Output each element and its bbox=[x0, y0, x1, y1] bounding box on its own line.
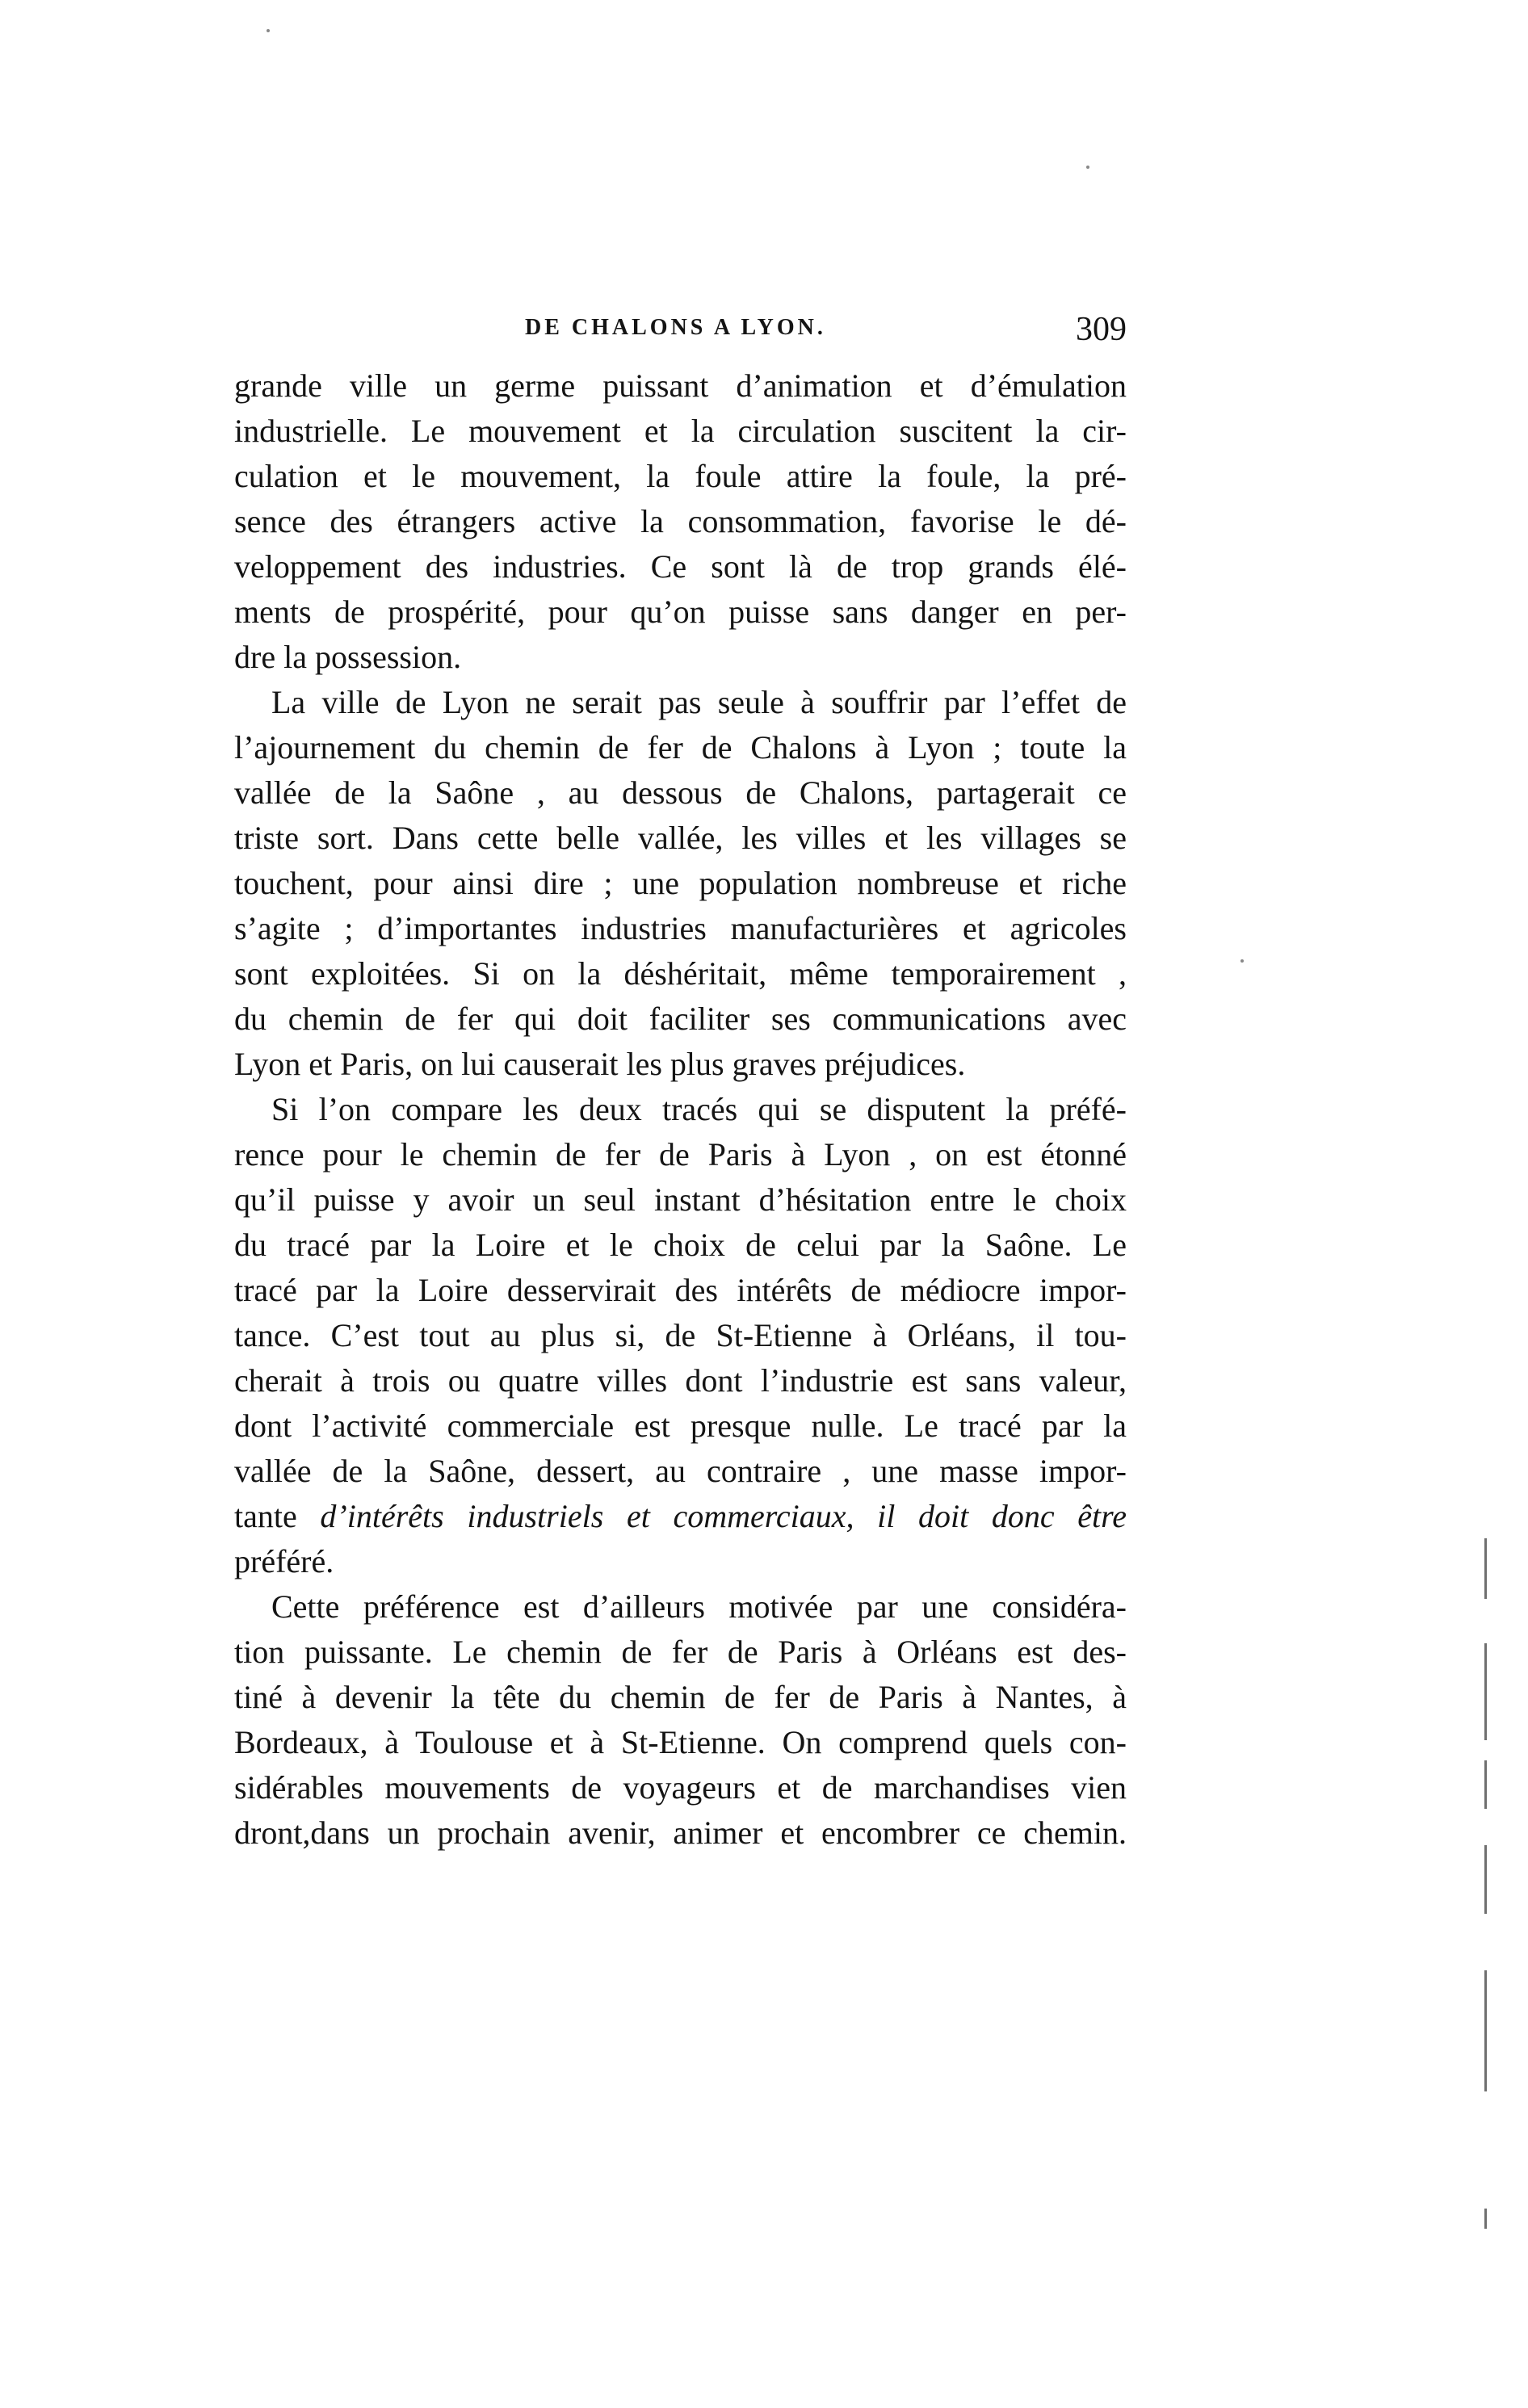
paragraph-3 bbox=[234, 1087, 1127, 1584]
text-line: Si l’on compare les deux tracés qui se disputent la préfé- bbox=[271, 1091, 1127, 1127]
scan-margin-mark bbox=[1484, 1970, 1487, 2091]
text-line: dont l’activité commerciale est presque nulle. Le tracé par la bbox=[234, 1407, 1127, 1444]
text-run: tante bbox=[234, 1498, 321, 1534]
text-line-mixed bbox=[234, 1494, 1127, 1539]
scan-margin-mark bbox=[1484, 1643, 1487, 1740]
text-line: industrielle. Le mouvement et la circulation suscitent la cir- bbox=[234, 413, 1127, 449]
text-line: tion puissante. Le chemin de fer de Paris à Orléans est des- bbox=[234, 1634, 1127, 1670]
text-line: Bordeaux, à Toulouse et à St-Etienne. On comprend quels con- bbox=[234, 1724, 1127, 1760]
paragraph-2 bbox=[234, 680, 1127, 1087]
scan-margin-mark bbox=[1484, 1538, 1487, 1599]
scan-margin-mark bbox=[1484, 1845, 1487, 1914]
text-line: du tracé par la Loire et le choix de celui par la Saône. Le bbox=[234, 1227, 1127, 1263]
text-line: triste sort. Dans cette belle vallée, les villes et les villages se bbox=[234, 820, 1127, 856]
running-head bbox=[234, 310, 1127, 359]
text-line: l’ajournement du chemin de fer de Chalons à Lyon ; toute la bbox=[234, 729, 1127, 766]
italic-text-run: d’intérêts industriels et commerciaux, il doit donc être bbox=[320, 1498, 1127, 1534]
scan-margin-mark bbox=[1484, 2209, 1487, 2229]
text-line: vallée de la Saône, dessert, au contraire , une masse impor- bbox=[234, 1453, 1127, 1489]
text-line: grande ville un germe puissant d’animation et d’émulation bbox=[234, 367, 1127, 404]
text-line: sont exploitées. Si on la déshéritait, même temporairement , bbox=[234, 955, 1127, 992]
text-line: préféré. bbox=[234, 1543, 334, 1579]
text-line: cherait à trois ou quatre villes dont l’industrie est sans valeur, bbox=[234, 1362, 1127, 1399]
scan-speck bbox=[267, 29, 270, 32]
text-line: tracé par la Loire desservirait des intérêts de médiocre impor- bbox=[234, 1272, 1127, 1308]
text-line: La ville de Lyon ne serait pas seule à souffrir par l’effet de bbox=[271, 684, 1127, 720]
text-line: tiné à devenir la tête du chemin de fer de Paris à Nantes, à bbox=[234, 1679, 1127, 1715]
text-line: tance. C’est tout au plus si, de St-Etienne à Orléans, il tou- bbox=[234, 1317, 1127, 1353]
text-line: Cette préférence est d’ailleurs motivée par une considéra- bbox=[271, 1588, 1127, 1625]
text-line: qu’il puisse y avoir un seul instant d’hésitation entre le choix bbox=[234, 1181, 1127, 1218]
text-line: s’agite ; d’importantes industries manufacturières et agricoles bbox=[234, 910, 1127, 946]
text-line: sence des étrangers active la consommation, favorise le dé- bbox=[234, 503, 1127, 539]
page-number: 309 bbox=[1076, 311, 1127, 348]
text-line: sidérables mouvements de voyageurs et de marchandises vien bbox=[234, 1769, 1127, 1806]
text-line: dre la possession. bbox=[234, 639, 462, 675]
text-line: touchent, pour ainsi dire ; une population nombreuse et riche bbox=[234, 865, 1127, 901]
scan-speck bbox=[1086, 166, 1089, 169]
text-line: dront,dans un prochain avenir, animer et encombrer ce chemin. bbox=[234, 1814, 1127, 1851]
running-title: DE CHALONS A LYON. bbox=[525, 315, 826, 340]
text-line: culation et le mouvement, la foule attire la foule, la pré- bbox=[234, 458, 1127, 494]
text-line: Lyon et Paris, on lui causerait les plus graves préjudices. bbox=[234, 1046, 966, 1082]
text-line: veloppement des industries. Ce sont là de trop grands élé- bbox=[234, 548, 1127, 585]
paragraph-4 bbox=[234, 1584, 1127, 1856]
text-line: rence pour le chemin de fer de Paris à Lyon , on est étonné bbox=[234, 1136, 1127, 1173]
body-text bbox=[234, 363, 1127, 1856]
text-line: ments de prospérité, pour qu’on puisse sans danger en per- bbox=[234, 594, 1127, 630]
scan-speck bbox=[1240, 959, 1244, 963]
text-line: du chemin de fer qui doit faciliter ses communications avec bbox=[234, 1001, 1127, 1037]
text-line: vallée de la Saône , au dessous de Chalons, partagerait ce bbox=[234, 774, 1127, 811]
scan-margin-mark bbox=[1484, 1760, 1487, 1809]
paragraph-1 bbox=[234, 363, 1127, 680]
